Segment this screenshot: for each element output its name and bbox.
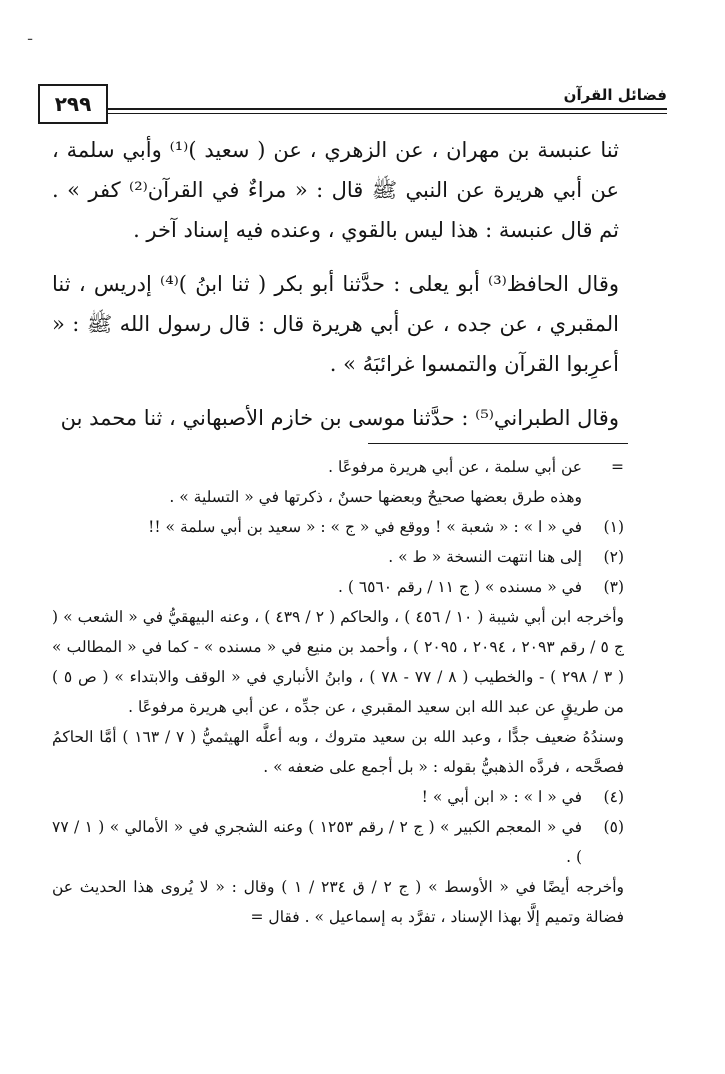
footnote-number: (٢) — [603, 548, 624, 566]
footnote-text: في « مسنده » ( ج ١١ / رقم ٦٥٦٠ ) . — [338, 578, 582, 596]
main-text — [52, 130, 619, 438]
footnote-5-paragraph: وأخرجه أيضًا في « الأوسط » ( ج ٢ / ق ٢٣٤ / ١ ) وقال : « لا يُروى هذا الحديث عن فضالة وتميم إلَّا بهذا الإسناد ، تفرَّد به إسماعيل » . فقال = — [52, 878, 624, 926]
footnote-2 — [52, 542, 624, 572]
footnote-text: إلى هنا انتهت النسخة « ط » . — [388, 548, 582, 566]
footnote-number: (٥) — [603, 818, 624, 836]
footnotes — [52, 452, 624, 932]
page-number: ٢٩٩ — [38, 84, 108, 124]
main-paragraph-2: وقال الحافظ⁽³⁾ أبو يعلى : حدَّثنا أبو بكر ( ثنا ابنُ )⁽⁴⁾ إدريس ، ثنا المقبري ، عن جده ، عن أبي هريرة قال : قال رسول الله ﷺ : « أعرِبوا القرآن والتمسوا غرائبَهُ » . — [52, 272, 620, 376]
footnote-3 — [52, 572, 624, 602]
footnote-text: في « ا » : « ابن أبي » ! — [421, 788, 582, 806]
carryover-marker: = — [611, 458, 624, 476]
footnote-carryover-line-2: وهذه طرق بعضها صحيحٌ وبعضها حسنٌ ، ذكرتها في « التسلية » . — [169, 488, 582, 506]
main-paragraph-1: ثنا عنبسة بن مهران ، عن الزهري ، عن ( سعيد )⁽¹⁾ وأبي سلمة ، عن أبي هريرة عن النبي ﷺ قال : « مراءٌ في القرآن⁽²⁾ كفر » . ثم قال عنبسة : هذا ليس بالقوي ، وعنده فيه إسناد آخر . — [52, 138, 619, 242]
footnote-separator — [368, 443, 628, 444]
footnote-carryover — [52, 452, 624, 482]
footnote-3-paragraph: وسندُهُ ضعيف جدًّا ، وعبد الله بن سعيد متروك ، وبه أعلَّه الهيثميُّ ( ٧ / ١٦٣ ) أمَّا الحاكمُ فصحَّحه ، فردَّه الذهبيُّ بقوله : « بل أجمع على ضعفه » . — [52, 728, 624, 776]
corner-mark: ـ — [28, 28, 33, 44]
footnote-text: في « ا » : « شعبة » ! ووقع في « ج » : « سعيد بن أبي سلمة » !! — [148, 518, 582, 536]
footnote-number: (١) — [603, 518, 624, 536]
footnote-5 — [52, 812, 624, 872]
main-paragraph-3: وقال الطبراني⁽⁵⁾ : حدَّثنا موسى بن خازم الأصبهاني ، ثنا محمد بن — [60, 406, 619, 430]
running-title: فضائل القرآن — [563, 86, 667, 104]
footnote-number: (٤) — [603, 788, 624, 806]
header-rule — [108, 108, 667, 110]
footnote-carryover-text: عن أبي سلمة ، عن أبي هريرة مرفوعًا . — [328, 458, 582, 476]
footnote-4 — [52, 782, 624, 812]
footnote-3-paragraph: وأخرجه ابن أبي شيبة ( ١٠ / ٤٥٦ ) ، والحاكم ( ٢ / ٤٣٩ ) ، وعنه البيهقيُّ في « الشعب » ( ج ٥ / رقم ٢٠٩٣ ، ٢٠٩٤ ، ٢٠٩٥ ) ، وأحمد بن منيع في « مسنده » - كما في « المطالب » ( ٣ / ٢٩٨ ) - والخطيب ( ٨ / ٧٧ - ٧٨ ) ، وابنُ الأنباري في « الوقف والابتداء » ( ص ٥ ) من طريقٍ عن عبد الله ابن سعيد المقبري ، عن جدِّه ، عن أبي هريرة مرفوعًا . — [52, 608, 625, 716]
footnote-1 — [52, 512, 624, 542]
header-rule-thin — [108, 113, 667, 114]
footnote-text: في « المعجم الكبير » ( ج ٢ / رقم ١٢٥٣ ) وعنه الشجري في « الأمالي » ( ١ / ٧٧ ) . — [52, 818, 583, 866]
footnote-number: (٣) — [603, 578, 624, 596]
